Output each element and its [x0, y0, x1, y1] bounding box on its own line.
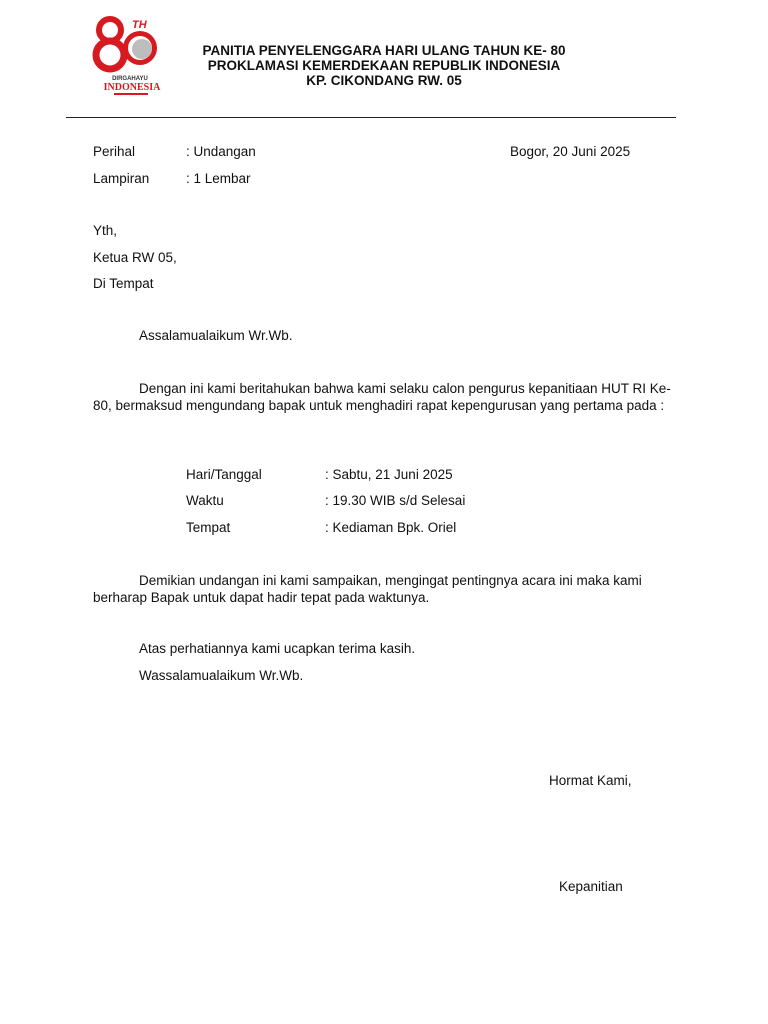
event-time-label: Waktu [186, 493, 224, 508]
logo-80-graphic [88, 10, 172, 100]
thanks-line: Atas perhatiannya kami ucapkan terima kasih. [139, 641, 416, 656]
header-line-2: PROKLAMASI KEMERDEKAAN REPUBLIK INDONESIA [207, 58, 561, 73]
recipient-line-1: Yth, [93, 223, 118, 238]
letter-header [180, 43, 588, 88]
signoff-signer: Kepanitian [559, 879, 623, 894]
event-date-value: : Sabtu, 21 Juni 2025 [325, 467, 453, 482]
logo-dirgahayu-text: DIRGAHAYU [112, 76, 148, 82]
signoff-closing: Hormat Kami, [549, 773, 632, 788]
event-date-label: Hari/Tanggal [186, 467, 262, 482]
perihal-value: : Undangan [186, 144, 256, 159]
logo-th-mark: TH [132, 19, 147, 31]
event-time-value: : 19.30 WIB s/d Selesai [325, 493, 466, 508]
body-intro-paragraph [93, 380, 678, 414]
farewell-line: Wassalamualaikum Wr.Wb. [139, 668, 304, 683]
header-divider [66, 117, 676, 118]
body-intro-text: Dengan ini kami beritahukan bahwa kami selaku calon pengurus kepanitiaan HUT RI Ke- 80, bermaksud mengundang bapak untuk menghadiri rapat kepengurusan yang pertama pada : [93, 381, 671, 413]
recipient-line-3: Di Tempat [93, 276, 154, 291]
hut-ri-80-logo [88, 10, 172, 100]
lampiran-value: : 1 Lembar [186, 171, 251, 186]
body-closing-paragraph [93, 572, 678, 606]
lampiran-label: Lampiran [93, 171, 150, 186]
recipient-line-2: Ketua RW 05, [93, 250, 177, 265]
logo-underline [114, 93, 148, 95]
logo-indonesia-text: INDONESIA [103, 82, 161, 93]
greeting: Assalamualaikum Wr.Wb. [139, 328, 293, 343]
event-place-label: Tempat [186, 520, 231, 535]
header-line-3: KP. CIKONDANG RW. 05 [306, 73, 462, 88]
body-closing-text: Demikian undangan ini kami sampaikan, mengingat pentingnya acara ini maka kami berharap Bapak untuk dapat hadir tepat pada waktunya. [93, 573, 642, 605]
header-line-1: PANITIA PENYELENGGARA HARI ULANG TAHUN KE- 80 [202, 43, 566, 58]
event-place-value: : Kediaman Bpk. Oriel [325, 520, 457, 535]
perihal-label: Perihal [93, 144, 136, 159]
place-date: Bogor, 20 Juni 2025 [510, 144, 631, 159]
